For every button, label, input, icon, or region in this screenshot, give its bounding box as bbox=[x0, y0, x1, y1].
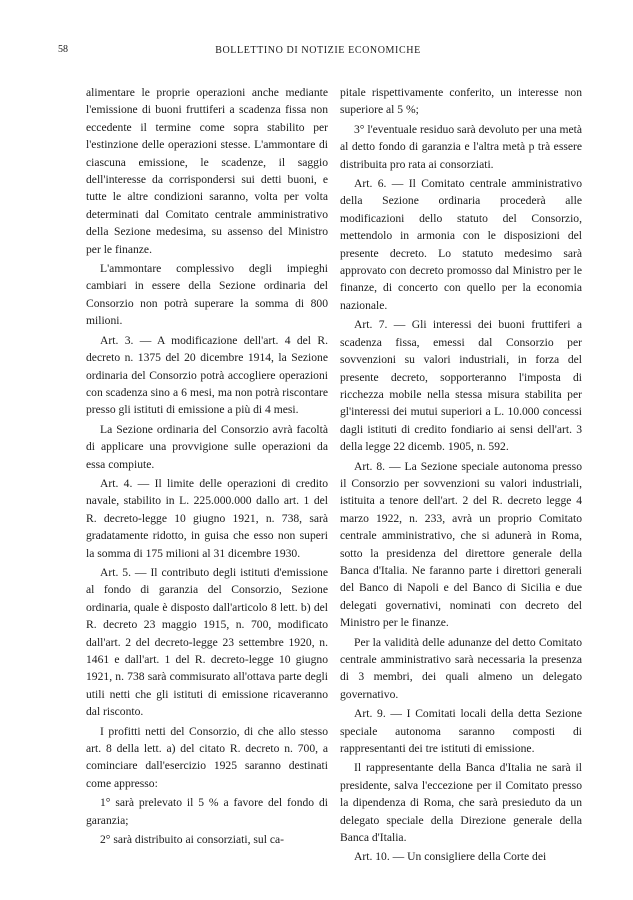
paragraph: Art. 7. — Gli interessi dei buoni fruttiferi a scadenza fissa, emessi dal Consorzio per sovvenzioni su valori industriali, in forza del presente decreto, sopporteranno l'imposta di ricchezza mobile nella stessa misura stabilita per gl'interessi dei mutui superiori a L. 10.000 concessi dagli istituti di credito fondiario ai sensi dell'art. 3 della legge 22 dicemb. 1905, n. 592. bbox=[340, 318, 582, 454]
paragraph: 1° sarà prelevato il 5 % a favore del fondo di garanzia; bbox=[86, 796, 328, 827]
paragraph: Art. 8. — La Sezione speciale autonoma presso il Consorzio per sovvenzioni su valori industriali, istituita a tenore dell'art. 2 del R. decreto legge 4 marzo 1922, n. 233, avrà un proprio Comitato centrale amministrativo, che si adunerà in Roma, sotto la presidenza del direttore generale della Banca d'Italia. Ne faranno parte i direttori generali del Banco di Napoli e del Banco di Sicilia e due delegati governativi, nominati con decreto del Ministro per le finanze. bbox=[340, 459, 582, 630]
paragraph: Art. 9. — I Comitati locali della detta Sezione speciale autonoma saranno composti di rappresentanti dei tre istituti di emissione. bbox=[340, 707, 582, 756]
paragraph: Art. 5. — Il contributo degli istituti d'emissione al fondo di garanzia del Consorzio, Sezione ordinaria, quale è disposto dall'articolo 8 lett. b) del R. decreto 23 maggio 1915, n. 700, modificato dall'art. 2 del decreto-legge 23 settembre 1920, n. 1461 e dall'art. 1 del R. decreto-legge 10 giugno 1921, n. 738 sarà commisurato all'ottava parte degli utili netti che gli istituti di emissione ricaveranno dal risconto. bbox=[86, 565, 328, 719]
paragraph: La Sezione ordinaria del Consorzio avrà facoltà di applicare una provvigione sulle operazioni da essa compiute. bbox=[86, 422, 328, 471]
paragraph: I profitti netti del Consorzio, di che allo stesso art. 8 della lett. a) del citato R. decreto n. 700, a cominciare dall'esercizio 1925 saranno destinati come appresso: bbox=[86, 724, 328, 790]
paragraph: 2° sarà distribuito ai consorziati, sul ca- bbox=[100, 833, 284, 847]
paragraph: Il rappresentante della Banca d'Italia ne sarà il presidente, salva l'eccezione per il Comitato presso la dipendenza di Roma, che sarà presieduto da un delegato speciale della Direzione generale della Banca d'Italia. bbox=[340, 761, 582, 845]
page-number: 58 bbox=[58, 44, 68, 55]
paragraph: Art. 4. — Il limite delle operazioni di credito navale, stabilito in L. 225.000.000 dallo art. 1 del R. decreto-legge 10 giugno 1921, n. 738, sarà gradatamente ridotto, in guisa che esso non superi la somma di 175 milioni al 31 dicembre 1930. bbox=[86, 476, 328, 560]
paragraph: Art. 6. — Il Comitato centrale amministrativo della Sezione ordinaria procederà alle modificazioni dello statuto del Consorzio, mettendolo in armonia con le disposizioni del presente decreto. Lo statuto medesimo sarà approvato con decreto promosso dal Ministro per le finanze, di concerto con quello per la economia nazionale. bbox=[340, 177, 582, 312]
paragraph: Art. 3. — A modificazione dell'art. 4 del R. decreto n. 1375 del 20 dicembre 1914, la Sezione ordinaria del Consorzio potrà accogliere operazioni con scadenza sino a 6 mesi, ma non potrà riscontare presso gli istituti di emissione a più di 4 mesi. bbox=[86, 333, 328, 417]
page-header bbox=[58, 44, 578, 62]
paragraph: 3° l'eventuale residuo sarà devoluto per una metà al detto fondo di garanzia e l'altra metà p trà essere distribuita pro rata ai consorziati. bbox=[340, 122, 582, 171]
paragraph: L'ammontare complessivo degli impieghi cambiari in essere della Sezione ordinaria del Consorzio non potrà superare la somma di 800 milioni. bbox=[86, 262, 328, 328]
paragraph: Art. 10. — Un consigliere della Corte dei bbox=[354, 850, 547, 864]
running-title: BOLLETTINO DI NOTIZIE ECONOMICHE bbox=[215, 45, 421, 56]
left-column bbox=[86, 84, 328, 850]
paragraph: alimentare le proprie operazioni anche mediante l'emissione di buoni fruttiferi a scadenza fissa non eccedente il termine come sopra stabilito per l'estinzione delle operazioni stesse. L'ammontare di ciascuna emissione, le scadenze, il saggio dell'interesse da corrispondersi sui detti buoni, e tutte le altre condizioni saranno, volta per volta determinati dal Comitato centrale amministrativo della Sezione medesima, su assenso del Ministro per le finanze. bbox=[86, 86, 328, 256]
right-column bbox=[340, 84, 582, 868]
paragraph: pitale rispettivamente conferito, un interesse non superiore al 5 %; bbox=[340, 86, 582, 117]
paragraph: Per la validità delle adunanze del detto Comitato centrale amministrativo sarà necessaria la presenza di 3 membri, dei quali almeno un delegato governativo. bbox=[340, 635, 582, 701]
